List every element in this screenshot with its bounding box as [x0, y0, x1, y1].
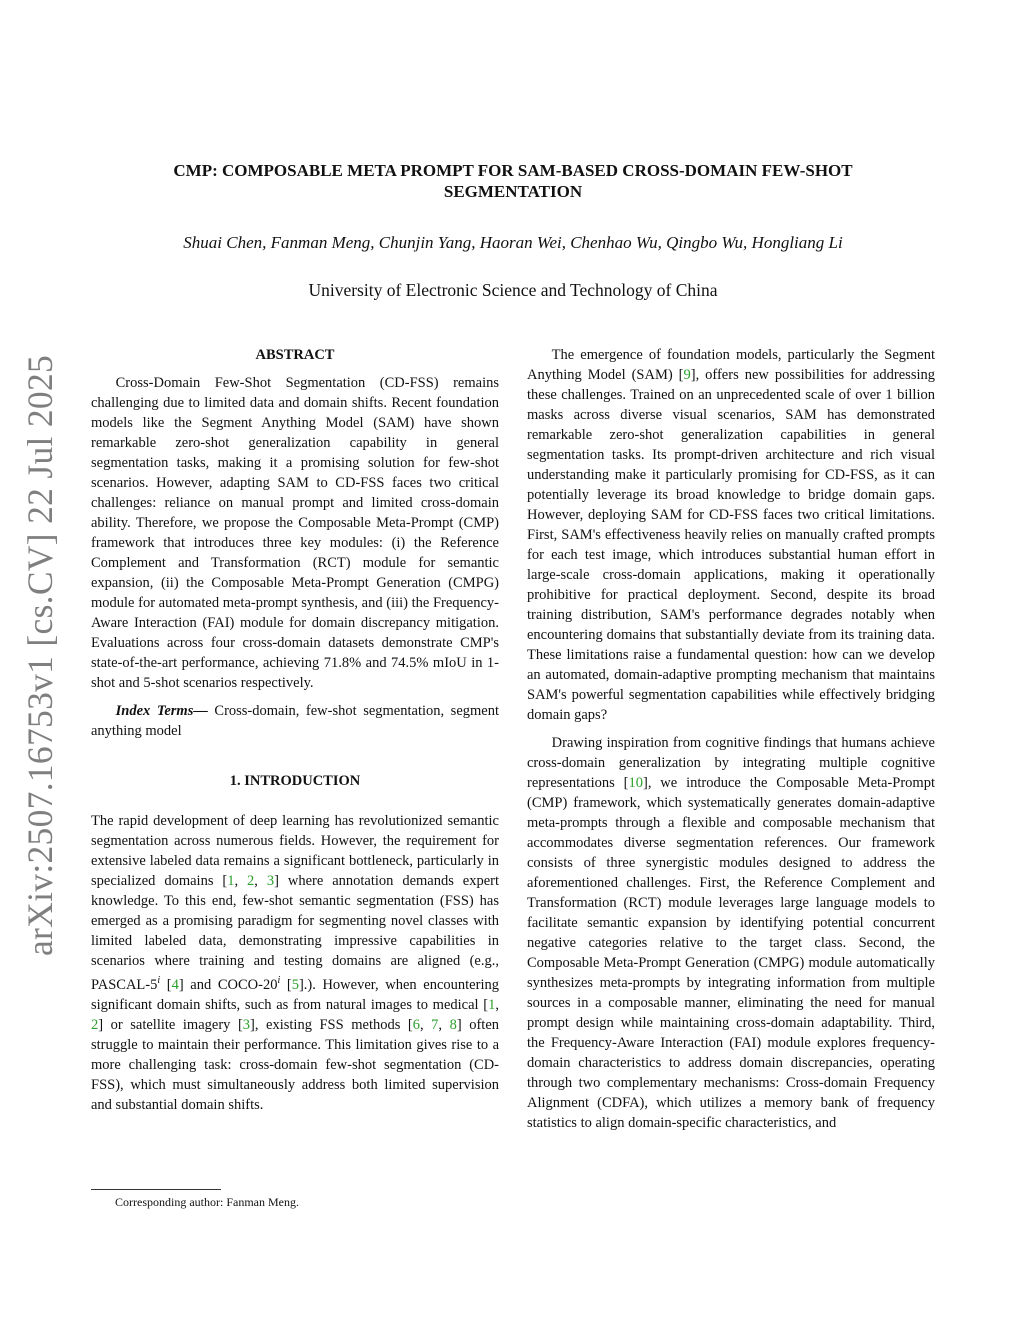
citation-link[interactable]: 9	[683, 367, 691, 383]
paper-title	[90, 160, 936, 202]
arxiv-identifier-stamp: arXiv:2507.16753v1 [cs.CV] 22 Jul 2025	[20, 354, 60, 956]
intro-text: ], existing FSS methods [	[250, 1016, 413, 1033]
citation-link[interactable]: 8	[449, 1016, 457, 1033]
introduction-paragraph	[91, 811, 499, 1115]
citation-link[interactable]: 3	[242, 1016, 251, 1033]
citation-separator: ,	[495, 996, 499, 1013]
body-paragraph-cmp-framework	[527, 733, 935, 1133]
intro-text: [	[280, 976, 292, 993]
intro-text: ] often struggle to maintain their performance. This limitation gives rise to a more challenging task: cross-domain few-shot segmentation (CD-FSS), which must simultaneously address both limited supervision and substantial domain shifts.	[91, 1016, 500, 1113]
intro-text: The rapid development of deep learning has revolutionized semantic segmentation across numerous fields. However, the requirement for extensive labeled data remains a significant bottleneck, particularly in specialized domains [	[91, 813, 499, 889]
body-text: Drawing inspiration from cognitive findings that humans achieve cross-domain generalization by integrating multiple cognitive representations [	[527, 735, 935, 791]
body-text: ], we introduce the Composable Meta-Prompt (CMP) framework, which systematically generates domain-adaptive meta-prompts through a flexible and composable mechanism that accommodates diverse segmentation references. Our framework consists of three synergistic modules designed to address the aforementioned challenges. First, the Reference Complement and Transformation (RCT) module leverages large language models to facilitate semantic expansion by identifying potential concurrent negative categories relative to the target class. Second, the Composable Meta-Prompt Generation (CMPG) module automatically synthesizes meta-prompts by integrating information from multiple sources in a composable manner, eliminating the need for manual prompt design while maintaining cross-domain adaptability. Third, the Frequency-Aware Interaction (FAI) module explores frequency-domain characteristics to address domain discrepancies, operating through two complementary mechanisms: Cross-domain Frequency Alignment (CDFA), which utilizes a memory bank of frequency statistics to align domain-specific characteristics, and	[527, 775, 935, 1131]
title-line-2: SEGMENTATION	[443, 182, 583, 201]
citation-link[interactable]: 7	[431, 1016, 439, 1033]
citation-link[interactable]: 3	[266, 873, 275, 889]
body-paragraph-foundation-models	[527, 345, 935, 725]
intro-text: ] or satellite imagery [	[98, 1016, 243, 1033]
index-terms	[91, 701, 499, 741]
body-text: ], offers new possibilities for addressing these challenges. Trained on an unprecedented scale of over 1 billion masks across diverse visual scenarios, SAM has demonstrated remarkable zero-shot generalization capabilities in general segmentation tasks. Its prompt-driven architecture and rich visual understanding make it particularly promising for CD-FSS, as it can potentially leverage its broad knowledge to bridge domain gaps. However, deploying SAM for CD-FSS faces two critical limitations. First, SAM's effectiveness heavily relies on manually crafted prompts for each test image, which introduces substantial human effort in large-scale cross-domain applications, making it operationally prohibitive for practical deployment. Second, despite its broad training distribution, SAM's performance degrades notably when encountering domains that substantially deviate from its training data. These limitations raise a fundamental question: how can we develop an automated, domain-adaptive prompting mechanism that maintains SAM's powerful segmentation capabilities while effectively bridging domain gaps?	[527, 367, 935, 723]
citation-separator: ,	[234, 873, 248, 889]
citation-link[interactable]: 2	[91, 1016, 99, 1033]
citation-link[interactable]: 2	[247, 873, 255, 889]
index-terms-label: Index Terms—	[115, 703, 208, 719]
abstract-paragraph: Cross-Domain Few-Shot Segmentation (CD-FSS) remains challenging due to limited data and domain shifts. Recent foundation models like the Segment Anything Model (SAM) have shown remarkable zero-shot generalization capability in general segmentation tasks, making it a promising solution for few-shot scenarios. However, adapting SAM to CD-FSS faces two critical challenges: reliance on manual prompt and limited cross-domain ability. Therefore, we propose the Composable Meta-Prompt (CMP) framework that introduces three key modules: (i) the Reference Complement and Transformation (RCT) module for semantic expansion, (ii) the Composable Meta-Prompt Generation (CMPG) module for automated meta-prompt synthesis, and (iii) the Frequency-Aware Interaction (FAI) module for domain discrepancy mitigation. Evaluations across four cross-domain datasets demonstrate CMP's state-of-the-art performance, achieving 71.8% and 74.5% mIoU in 1-shot and 5-shot scenarios respectively.	[91, 375, 499, 691]
title-line-1: CMP: COMPOSABLE META PROMPT FOR SAM-BASED CROSS-DOMAIN FEW-SHOT	[173, 161, 853, 180]
introduction-heading: 1. INTRODUCTION	[229, 773, 361, 789]
intro-text: ] and COCO-20	[178, 976, 278, 993]
citation-separator: ,	[254, 873, 267, 889]
superscript: i	[277, 975, 281, 986]
footnote-corresponding-author: Corresponding author: Fanman Meng.	[115, 1195, 299, 1209]
superscript: i	[157, 975, 161, 986]
citation-link[interactable]: 1	[488, 996, 496, 1013]
citation-separator: ,	[438, 1016, 450, 1033]
footnote-divider	[91, 1189, 221, 1190]
citation-link[interactable]: 6	[412, 1016, 420, 1033]
body-text: The emergence of foundation models, particularly the Segment Anything Model (SAM) [	[527, 347, 935, 383]
citation-separator: ,	[420, 1016, 432, 1033]
author-list: Shuai Chen, Fanman Meng, Chunjin Yang, Haoran Wei, Chenhao Wu, Qingbo Wu, Hongliang Li	[183, 233, 843, 252]
intro-text: ].). However, when encountering significant domain shifts, such as from natural images to medical [	[91, 976, 499, 1013]
index-terms-text: Cross-domain, few-shot segmentation, segment anything model	[91, 703, 500, 739]
intro-text: [	[160, 976, 172, 993]
citation-link[interactable]: 1	[227, 873, 235, 889]
citation-link[interactable]: 5	[291, 976, 299, 993]
affiliation: University of Electronic Science and Technology of China	[308, 280, 718, 300]
left-column	[91, 345, 499, 1115]
citation-link[interactable]: 10	[628, 775, 643, 791]
abstract-heading: ABSTRACT	[255, 347, 335, 363]
right-column	[527, 345, 935, 1133]
intro-text: ] where annotation demands expert knowledge. To this end, few-shot semantic segmentation (FSS) has emerged as a promising paradigm for segmenting novel classes with limited labeled data, demonstrating impressive capabilities in scenarios where training and testing domains are aligned (e.g., PASCAL-5	[91, 873, 500, 993]
citation-link[interactable]: 4	[171, 976, 179, 993]
